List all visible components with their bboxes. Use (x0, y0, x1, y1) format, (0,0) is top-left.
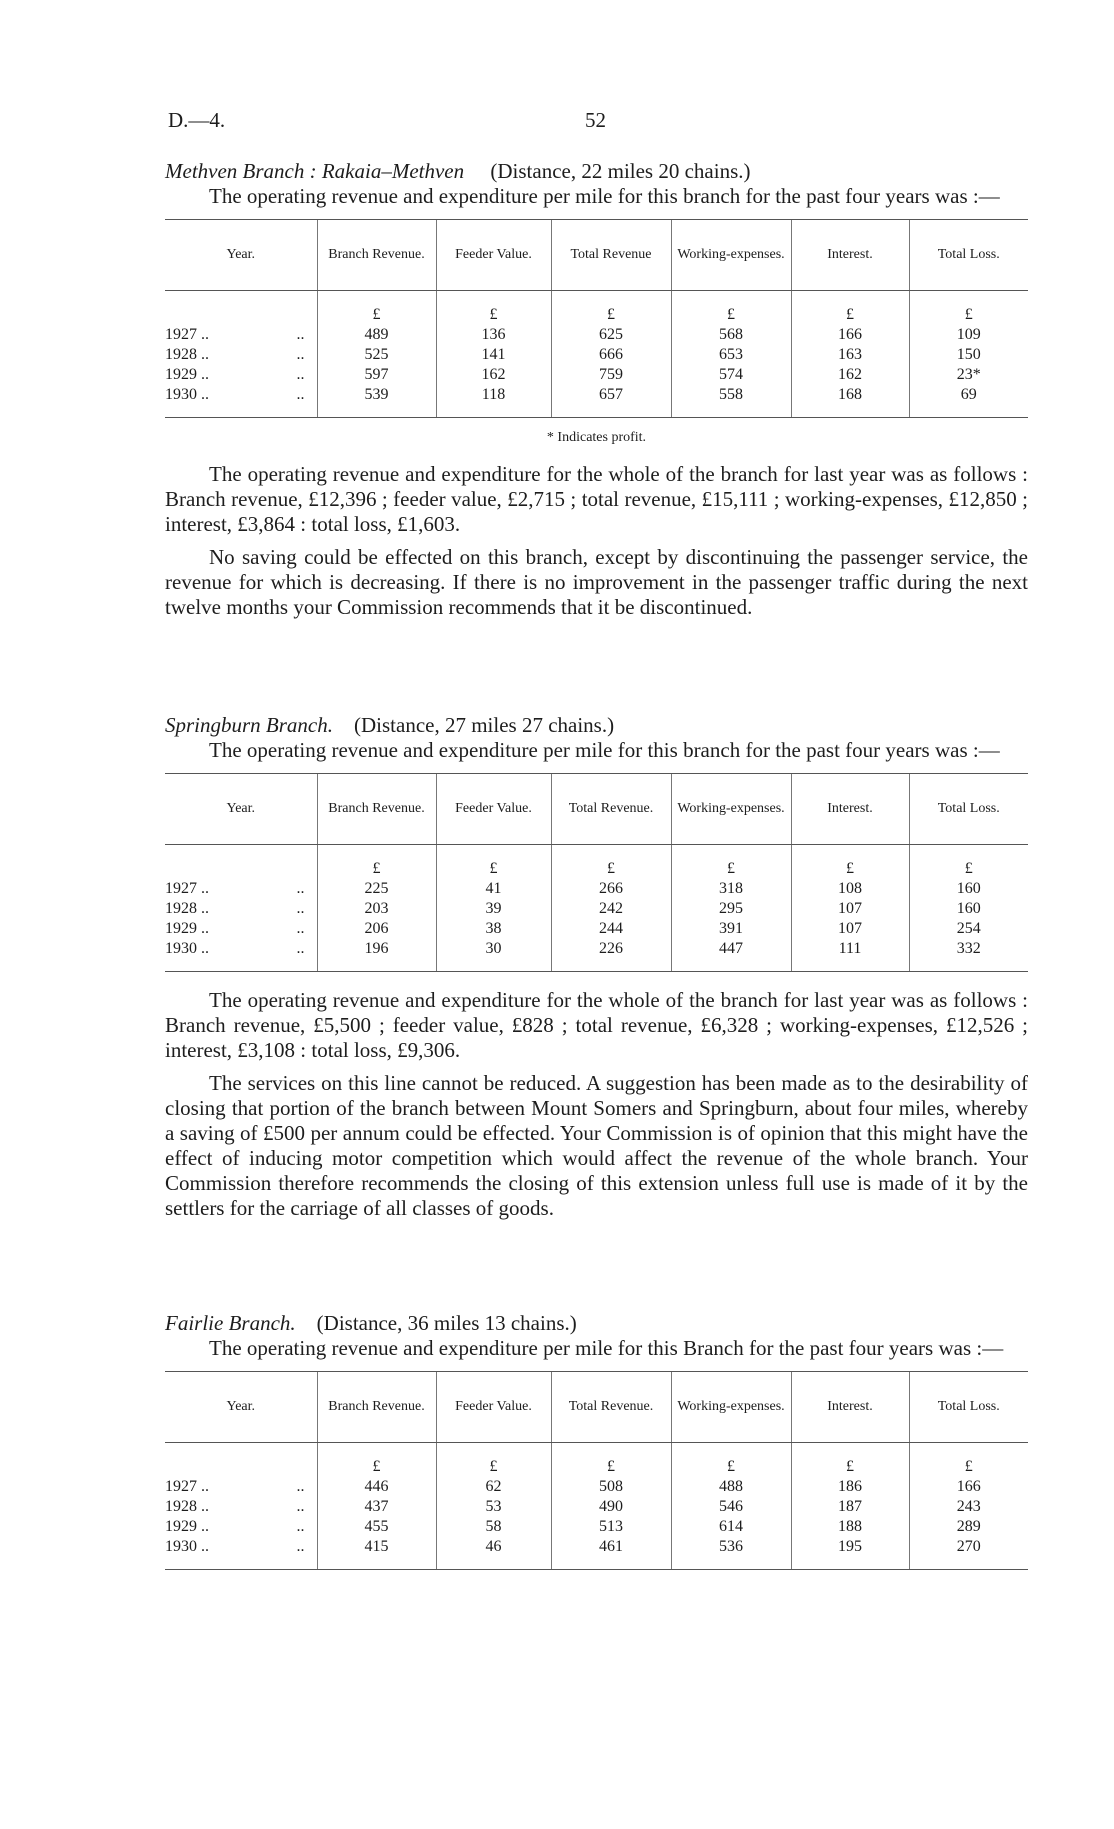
table-cell: 107 (791, 899, 909, 919)
table-cell: 195 (791, 1537, 909, 1570)
table-cell: 653 (671, 345, 791, 365)
unit-cell: £ (317, 845, 436, 880)
table-cell: 461 (551, 1537, 671, 1570)
table-row: 1928 .. .. 203 39 242 295 107 160 (165, 899, 1028, 919)
unit-cell: £ (317, 291, 436, 326)
unit-cell: £ (436, 845, 551, 880)
column-header: Total Revenue (551, 220, 671, 291)
unit-cell: £ (671, 845, 791, 880)
column-header: Total Revenue. (551, 1372, 671, 1443)
section-springburn (165, 712, 1028, 1221)
table-cell: 447 (671, 939, 791, 972)
table-cell: 150 (909, 345, 1028, 365)
column-header: Working-expenses. (671, 220, 791, 291)
unit-cell: £ (791, 845, 909, 880)
table-cell: 270 (909, 1537, 1028, 1570)
year-cell: 1928 .. (165, 346, 209, 363)
section-title: Springburn Branch. (165, 713, 333, 737)
table-cell: 289 (909, 1517, 1028, 1537)
table-cell: 455 (317, 1517, 436, 1537)
column-header: Working-expenses. (671, 1372, 791, 1443)
table-cell: 39 (436, 899, 551, 919)
column-header: Branch Revenue. (317, 220, 436, 291)
table-cell: 160 (909, 899, 1028, 919)
column-header: Year. (165, 220, 317, 291)
year-cell: 1930 .. (165, 940, 209, 957)
table-row: 1927 .. .. 225 41 266 318 108 160 (165, 879, 1028, 899)
unit-cell: £ (317, 1443, 436, 1478)
table-cell: 168 (791, 385, 909, 418)
table-cell: 546 (671, 1497, 791, 1517)
unit-cell: £ (551, 845, 671, 880)
table-cell: 614 (671, 1517, 791, 1537)
table-cell: 53 (436, 1497, 551, 1517)
unit-row (165, 1443, 1028, 1478)
column-header: Feeder Value. (436, 774, 551, 845)
table-cell: 186 (791, 1477, 909, 1497)
section-intro: The operating revenue and expenditure per mile for this branch for the past four years was :— (209, 184, 1000, 208)
section-paragraph: The services on this line cannot be reduced. A suggestion has been made as to the desirability of closing that portion of the branch between Mount Somers and Springburn, about four miles, whereby a saving of £500 per annum could be effected. Your Commission is of opinion that this might have the effect of inducing motor competition which would affect the revenue of the whole branch. Your Commission therefore recommends the closing of this extension unless full use is made of it by the settlers for the carriage of all classes of goods. (165, 1071, 1028, 1220)
table-cell: 118 (436, 385, 551, 418)
section-paragraph: No saving could be effected on this branch, except by discontinuing the passenger service, the revenue for which is decreasing. If there is no improvement in the passenger traffic during the next twelve months your Commission recommends that it be discontinued. (165, 545, 1028, 619)
unit-cell: £ (791, 1443, 909, 1478)
table-cell: 166 (909, 1477, 1028, 1497)
table-cell: 203 (317, 899, 436, 919)
table-cell: 332 (909, 939, 1028, 972)
table-header-row (165, 220, 1028, 291)
year-cell: 1927 .. (165, 326, 209, 343)
table-cell: 162 (791, 365, 909, 385)
table-cell: 141 (436, 345, 551, 365)
table-row: 1927 .. .. 446 62 508 488 186 166 (165, 1477, 1028, 1497)
table-row: 1928 .. .. 437 53 490 546 187 243 (165, 1497, 1028, 1517)
table-cell: 62 (436, 1477, 551, 1497)
table-cell: 23* (909, 365, 1028, 385)
table-cell: 558 (671, 385, 791, 418)
table-cell: 69 (909, 385, 1028, 418)
year-cell: 1927 .. (165, 880, 209, 897)
table-cell: 597 (317, 365, 436, 385)
unit-cell: £ (909, 291, 1028, 326)
year-cell: 1928 .. (165, 900, 209, 917)
table-cell: 525 (317, 345, 436, 365)
section-heading (165, 712, 1028, 738)
unit-cell: £ (551, 291, 671, 326)
year-cell: 1929 .. (165, 1518, 209, 1535)
table-cell: 136 (436, 325, 551, 345)
table-cell: 226 (551, 939, 671, 972)
table-cell: 446 (317, 1477, 436, 1497)
unit-cell (165, 845, 317, 880)
table-cell: 437 (317, 1497, 436, 1517)
table-row: 1930 .. .. 415 46 461 536 195 270 (165, 1537, 1028, 1570)
column-header: Total Loss. (909, 1372, 1028, 1443)
column-header: Interest. (791, 774, 909, 845)
table-cell: 111 (791, 939, 909, 972)
section-fairlie (165, 1310, 1028, 1570)
column-header: Year. (165, 774, 317, 845)
column-header: Feeder Value. (436, 1372, 551, 1443)
table-cell: 187 (791, 1497, 909, 1517)
column-header: Total Loss. (909, 774, 1028, 845)
table-cell: 188 (791, 1517, 909, 1537)
table-cell: 508 (551, 1477, 671, 1497)
table-cell: 666 (551, 345, 671, 365)
table-cell: 242 (551, 899, 671, 919)
table-row: 1928 .. .. 525 141 666 653 163 150 (165, 345, 1028, 365)
table-cell: 489 (317, 325, 436, 345)
unit-cell: £ (909, 845, 1028, 880)
table-row: 1929 .. .. 597 162 759 574 162 23* (165, 365, 1028, 385)
section-intro: The operating revenue and expenditure per mile for this Branch for the past four years was :— (209, 1336, 1004, 1360)
table-cell: 490 (551, 1497, 671, 1517)
table-cell: 30 (436, 939, 551, 972)
column-header: Total Loss. (909, 220, 1028, 291)
section-distance: (Distance, 27 miles 27 chains.) (354, 713, 615, 737)
table-cell: 107 (791, 919, 909, 939)
section-distance: (Distance, 36 miles 13 chains.) (316, 1311, 577, 1335)
column-header: Interest. (791, 1372, 909, 1443)
section-heading (165, 158, 1028, 184)
table-row: 1929 .. .. 455 58 513 614 188 289 (165, 1517, 1028, 1537)
table-cell: 38 (436, 919, 551, 939)
table-cell: 539 (317, 385, 436, 418)
table-cell: 391 (671, 919, 791, 939)
table-row: 1929 .. .. 206 38 244 391 107 254 (165, 919, 1028, 939)
table-cell: 488 (671, 1477, 791, 1497)
revenue-table (165, 1371, 1028, 1570)
table-cell: 225 (317, 879, 436, 899)
column-header: Total Revenue. (551, 774, 671, 845)
year-cell: 1929 .. (165, 366, 209, 383)
year-cell: 1927 .. (165, 1478, 209, 1495)
section-intro: The operating revenue and expenditure per mile for this branch for the past four years was :— (209, 738, 1000, 762)
table-cell: 574 (671, 365, 791, 385)
year-cell: 1930 .. (165, 386, 209, 403)
table-cell: 243 (909, 1497, 1028, 1517)
section-paragraph: The operating revenue and expenditure for the whole of the branch for last year was as follows : Branch revenue, £5,500 ; feeder value, £828 ; total revenue, £6,328 ; working-expenses, £12,526 ; interest, £3,108 : total loss, £9,306. (165, 988, 1028, 1062)
table-cell: 163 (791, 345, 909, 365)
table-header-row (165, 774, 1028, 845)
column-header: Interest. (791, 220, 909, 291)
unit-cell (165, 1443, 317, 1478)
unit-row (165, 845, 1028, 880)
table-cell: 109 (909, 325, 1028, 345)
unit-cell: £ (909, 1443, 1028, 1478)
column-header: Year. (165, 1372, 317, 1443)
table-cell: 196 (317, 939, 436, 972)
section-title: Fairlie Branch. (165, 1311, 296, 1335)
section-title: Methven Branch : Rakaia–Methven (165, 159, 465, 183)
unit-cell: £ (671, 291, 791, 326)
table-cell: 415 (317, 1537, 436, 1570)
table-footnote: * Indicates profit. (546, 430, 647, 445)
table-row: 1930 .. .. 196 30 226 447 111 332 (165, 939, 1028, 972)
table-cell: 295 (671, 899, 791, 919)
table-cell: 244 (551, 919, 671, 939)
table-cell: 568 (671, 325, 791, 345)
table-cell: 206 (317, 919, 436, 939)
revenue-table (165, 773, 1028, 972)
section-paragraph: The operating revenue and expenditure for the whole of the branch for last year was as follows : Branch revenue, £12,396 ; feeder value, £2,715 ; total revenue, £15,111 ; working-expenses, £12,850 ; interest, £3,864 : total loss, £1,603. (165, 462, 1028, 536)
revenue-table (165, 219, 1028, 418)
table-cell: 41 (436, 879, 551, 899)
column-header: Branch Revenue. (317, 774, 436, 845)
column-header: Feeder Value. (436, 220, 551, 291)
section-distance: (Distance, 22 miles 20 chains.) (490, 159, 751, 183)
unit-cell: £ (791, 291, 909, 326)
table-row: 1930 .. .. 539 118 657 558 168 69 (165, 385, 1028, 418)
year-cell: 1930 .. (165, 1538, 209, 1555)
table-cell: 759 (551, 365, 671, 385)
table-cell: 625 (551, 325, 671, 345)
table-cell: 536 (671, 1537, 791, 1570)
section-heading (165, 1310, 1028, 1336)
table-cell: 513 (551, 1517, 671, 1537)
table-cell: 46 (436, 1537, 551, 1570)
table-cell: 166 (791, 325, 909, 345)
unit-cell: £ (551, 1443, 671, 1478)
table-cell: 162 (436, 365, 551, 385)
unit-cell: £ (671, 1443, 791, 1478)
year-cell: 1929 .. (165, 920, 209, 937)
table-cell: 254 (909, 919, 1028, 939)
table-row: 1927 .. .. 489 136 625 568 166 109 (165, 325, 1028, 345)
table-cell: 58 (436, 1517, 551, 1537)
year-cell: 1928 .. (165, 1498, 209, 1515)
column-header: Branch Revenue. (317, 1372, 436, 1443)
table-cell: 657 (551, 385, 671, 418)
table-cell: 160 (909, 879, 1028, 899)
table-header-row (165, 1372, 1028, 1443)
unit-cell (165, 291, 317, 326)
table-cell: 108 (791, 879, 909, 899)
page-number: 52 (585, 108, 606, 132)
column-header: Working-expenses. (671, 774, 791, 845)
unit-cell: £ (436, 1443, 551, 1478)
table-cell: 318 (671, 879, 791, 899)
unit-row (165, 291, 1028, 326)
document-code: D.—4. (168, 108, 226, 132)
table-cell: 266 (551, 879, 671, 899)
unit-cell: £ (436, 291, 551, 326)
section-methven (165, 158, 1028, 620)
